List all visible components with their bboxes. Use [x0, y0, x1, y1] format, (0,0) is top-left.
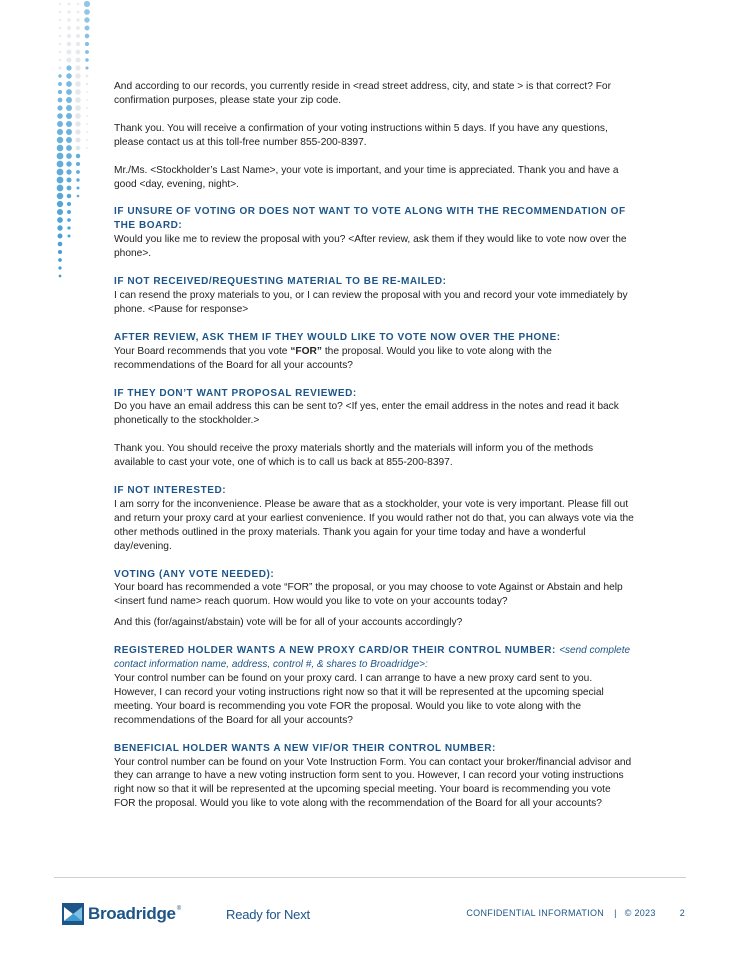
registered-mark: ®	[176, 906, 182, 912]
decorative-dot	[57, 217, 63, 223]
decorative-dot	[67, 202, 71, 206]
section-body: Your control number can be found on your Vote Instruction Form. You can contact your broker/financial advisor and they can arrange to have a new voting instruction form sent to you. However, I can record your voting instructions right now so that it will be represented at the upcoming special meeting. Your board is recommending you vote FOR the proposal. Would you like to vote along with the recommendation of the Board for all your accounts?	[114, 756, 632, 810]
decorative-dot	[86, 75, 89, 78]
decorative-dot	[66, 169, 71, 174]
decorative-dot	[67, 18, 71, 22]
decorative-dot	[58, 90, 62, 94]
decorative-dot	[58, 82, 62, 86]
decorative-dot	[86, 139, 88, 141]
decorative-dot	[75, 113, 81, 119]
decorative-dot	[86, 123, 88, 125]
decorative-dot	[59, 51, 61, 53]
decorative-dot	[76, 178, 79, 181]
decorative-dot	[59, 67, 62, 70]
decorative-dot	[76, 170, 80, 174]
decorative-dot	[86, 91, 88, 93]
decorative-dot	[59, 27, 61, 29]
decorative-dot	[84, 25, 89, 30]
decorative-dot	[57, 145, 64, 152]
decorative-dot	[58, 98, 63, 103]
decorative-dot	[75, 73, 80, 78]
decorative-dot	[66, 177, 71, 182]
decorative-dot	[67, 50, 72, 55]
section-body: Your board has recommended a vote “FOR” the proposal, or you may choose to vote Against or Abstain and help <insert fund name> reach quorum. How would you like to vote on your accounts today?	[114, 582, 623, 608]
decorative-dot	[85, 42, 89, 46]
decorative-dot	[86, 107, 88, 109]
section-dont-want-review	[114, 387, 634, 471]
section-not-interested	[114, 484, 634, 554]
decorative-dot	[57, 153, 64, 160]
decorative-dot	[57, 201, 63, 207]
decorative-dot	[86, 99, 88, 101]
decorative-dot	[75, 105, 81, 111]
decorative-dot	[76, 34, 80, 38]
decorative-dot	[57, 225, 62, 230]
decorative-dot	[59, 59, 61, 61]
decorative-dot	[66, 105, 72, 111]
decorative-dot	[59, 3, 61, 5]
decorative-dot	[76, 162, 80, 166]
section-heading: IF UNSURE OF VOTING OR DOES NOT WANT TO VOTE ALONG WITH THE RECOMMENDATION OF THE BOARD:	[114, 206, 626, 232]
decorative-dot	[84, 1, 90, 7]
decorative-dot	[66, 97, 72, 103]
decorative-dot	[67, 42, 72, 47]
decorative-dot	[85, 66, 88, 69]
decorative-dot-pattern	[54, 0, 104, 290]
confidential-label: CONFIDENTIAL INFORMATION	[466, 908, 605, 918]
decorative-dot	[58, 250, 62, 254]
section-heading: IF THEY DON’T WANT PROPOSAL REVIEWED:	[114, 387, 357, 399]
decorative-dot	[57, 105, 62, 110]
decorative-dot	[58, 258, 62, 262]
decorative-dot	[85, 58, 88, 61]
decorative-dot	[67, 218, 71, 222]
decorative-dot	[68, 235, 71, 238]
decorative-dot	[57, 121, 63, 127]
decorative-dot	[59, 11, 61, 13]
section-heading: BENEFICIAL HOLDER WANTS A NEW VIF/OR THEIR CONTROL NUMBER:	[114, 742, 496, 754]
decorative-dot	[57, 209, 63, 215]
decorative-dot	[77, 187, 80, 190]
decorative-dot	[59, 35, 61, 37]
decorative-dot	[57, 129, 63, 135]
decorative-dot	[58, 234, 63, 239]
decorative-dot	[76, 146, 81, 151]
decorative-dot	[57, 137, 63, 143]
decorative-dot	[67, 210, 71, 214]
section-beneficial-holder	[114, 742, 634, 812]
section-body-2: Thank you. You should receive the proxy materials shortly and the materials will inform you of the methods available to cast your vote, one of which is to call us back at 855-200-8397.	[114, 443, 594, 469]
decorative-dot	[75, 97, 81, 103]
decorative-dot	[75, 89, 81, 95]
decorative-dot	[66, 81, 72, 87]
decorative-dot	[76, 50, 81, 55]
decorative-dot	[67, 34, 71, 38]
decorative-dot	[66, 153, 72, 159]
decorative-dot	[57, 177, 64, 184]
decorative-dot	[67, 194, 72, 199]
section-body: Do you have an email address this can be sent to? <If yes, enter the email address in the notes and read it back phonetically to the stockholder.>	[114, 401, 619, 427]
decorative-dot	[67, 10, 70, 13]
decorative-dot	[77, 195, 80, 198]
decorative-dot	[66, 57, 71, 62]
section-voting	[114, 568, 634, 631]
decorative-dot	[67, 186, 72, 191]
decorative-dot	[66, 145, 72, 151]
decorative-dot	[85, 50, 89, 54]
decorative-dot	[66, 161, 71, 166]
section-body: Your control number can be found on your proxy card. I can arrange to have a new proxy card sent to you. However, I can record your voting instructions right now so that it will be represented at the upcoming special meeting. Your board is recommending you vote FOR the proposal. Would you like to vote along with the recommendations of the Board for all your accounts?	[114, 673, 604, 726]
decorative-dot	[86, 131, 88, 133]
decorative-dot	[86, 147, 88, 149]
decorative-dot	[59, 19, 61, 21]
decorative-dot	[84, 17, 89, 22]
decorative-dot	[84, 9, 90, 15]
broadridge-logo-icon	[62, 903, 84, 925]
section-body-start: Your Board recommends that you vote	[114, 345, 291, 357]
decorative-dot	[76, 154, 80, 158]
decorative-dot	[66, 121, 72, 127]
decorative-dot	[75, 129, 80, 134]
footer-info	[466, 908, 685, 918]
section-heading: IF NOT INTERESTED:	[114, 485, 227, 497]
decorative-dot	[66, 137, 72, 143]
section-heading-note: <send complete contact information name, address, control #, & shares to Broadridge>:	[114, 645, 631, 671]
decorative-dot	[66, 89, 72, 95]
decorative-dot	[86, 83, 88, 85]
decorative-dot	[86, 115, 88, 117]
decorative-dot	[85, 34, 90, 39]
decorative-dot	[75, 65, 80, 70]
decorative-dot	[57, 161, 64, 168]
section-heading: AFTER REVIEW, ASK THEM IF THEY WOULD LIKE TO VOTE NOW OVER THE PHONE:	[114, 331, 561, 343]
broadridge-logo	[62, 902, 181, 926]
intro-paragraph-1: And according to our records, you currently reside in <read street address, city, and state > is that correct? For confirmation purposes, please state your zip code.	[114, 81, 611, 106]
section-body-2: And this (for/against/abstain) vote will be for all of your accounts accordingly?	[114, 617, 463, 629]
section-after-review	[114, 331, 634, 373]
decorative-dot	[58, 266, 61, 269]
decorative-dot	[66, 129, 72, 135]
section-body: I am sorry for the inconvenience. Please be aware that as a stockholder, your vote is very important. Please fill out and return your proxy card at your earliest convenience. If you would rather not do that, you can always vote via the other methods outlined in the proxy materials. Thank you again for your time today and have a wonderful day/evening.	[114, 498, 634, 552]
decorative-dot	[76, 18, 79, 21]
intro-paragraph-2: Thank you. You will receive a confirmation of your voting instructions within 5 days. If you have any questions, please contact us at this toll-free number 855-200-8397.	[114, 122, 608, 148]
section-body: Would you like me to review the proposal with you? <After review, ask them if they would like to vote now over the phone>.	[114, 234, 627, 260]
decorative-dot	[57, 169, 64, 176]
decorative-dot	[76, 26, 80, 30]
decorative-dot	[58, 242, 63, 247]
section-not-received	[114, 275, 634, 317]
section-body: I can resend the proxy materials to you, or I can review the proposal with you and record your vote immediately by phone. <Pause for response>	[114, 289, 628, 315]
decorative-dot	[76, 58, 81, 63]
decorative-dot	[57, 185, 64, 192]
copyright-text: © 2023	[624, 908, 656, 918]
decorative-dot	[75, 81, 81, 87]
decorative-dot	[57, 113, 63, 119]
intro-paragraph-3: Mr./Ms. <Stockholder’s Last Name>, your vote is important, and your time is appreciated. Thank you and have a good <day, evening, night>.	[114, 164, 619, 190]
footer-divider	[54, 877, 686, 878]
decorative-dot	[58, 74, 61, 77]
section-heading	[114, 644, 634, 672]
section-heading: VOTING (ANY VOTE NEEDED):	[114, 568, 275, 580]
section-registered-holder	[114, 644, 634, 727]
section-body-emphasis: “FOR”	[290, 345, 323, 357]
decorative-dot	[76, 42, 80, 46]
decorative-dot	[77, 3, 80, 6]
decorative-dot	[59, 275, 62, 278]
section-heading-text: REGISTERED HOLDER WANTS A NEW PROXY CARD/OR THEIR CONTROL NUMBER:	[114, 645, 560, 657]
logo-wordmark: Broadridge	[88, 904, 176, 923]
section-body	[114, 345, 634, 373]
decorative-dot	[59, 43, 61, 45]
decorative-dot	[57, 193, 64, 200]
document-body	[114, 80, 634, 825]
footer-tagline: Ready for Next	[226, 907, 310, 922]
section-unsure-of-voting	[114, 205, 634, 261]
page-number: 2	[679, 908, 685, 918]
section-body-end: the proposal. Would you like to vote along with the recommendations of the Board for all your accounts?	[114, 345, 552, 371]
decorative-dot	[75, 121, 80, 126]
decorative-dot	[76, 138, 81, 143]
decorative-dot	[67, 26, 71, 30]
decorative-dot	[66, 113, 72, 119]
footer-separator: |	[614, 908, 617, 918]
section-heading: IF NOT RECEIVED/REQUESTING MATERIAL TO BE RE-MAILED:	[114, 276, 447, 288]
decorative-dot	[77, 11, 80, 14]
decorative-dot	[66, 73, 71, 78]
decorative-dot	[67, 226, 70, 229]
decorative-dot	[68, 3, 71, 6]
decorative-dot	[66, 65, 71, 70]
